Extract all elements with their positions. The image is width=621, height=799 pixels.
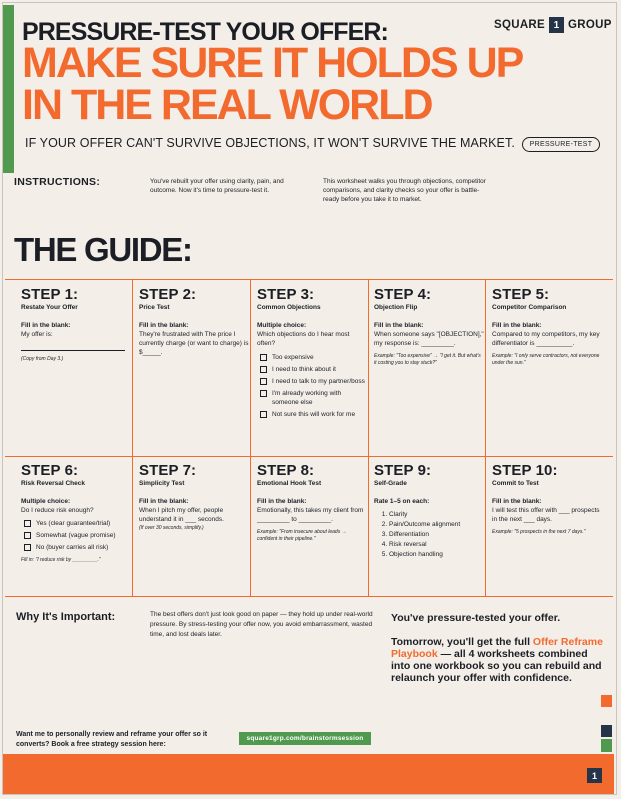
decor-square-orange [601, 695, 612, 707]
option-too-expensive[interactable] [257, 353, 367, 362]
step-title: STEP 2: [139, 286, 197, 303]
grid-line-bottom [5, 596, 613, 597]
footer-bar [3, 754, 614, 794]
option-not-sure[interactable] [257, 410, 367, 419]
step-subtitle: Self-Grade [374, 480, 407, 487]
step-5-card [492, 287, 602, 367]
step-subtitle: Common Objections [257, 304, 321, 311]
footer-logo-icon: 1 [587, 768, 602, 783]
step-title: STEP 7: [139, 462, 197, 479]
step-label: Fill in the blank: [21, 322, 71, 329]
option-label: I need to talk to my partner/boss [272, 378, 365, 385]
finale-post: — all 4 worksheets combined into one workbook so you can rebuild and relaunch your offer with confidence. [391, 648, 602, 684]
option-label: Not sure this will work for me [272, 411, 356, 418]
option-label: No (buyer carries all risk) [36, 544, 109, 551]
checkbox-icon[interactable] [24, 544, 31, 551]
step-label: Multiple choice: [257, 322, 307, 329]
step-subtitle: Risk Reversal Check [21, 480, 85, 487]
step-label: Fill in the blank: [374, 322, 424, 329]
grid-divider-1 [132, 279, 133, 596]
step-title: STEP 4: [374, 286, 432, 303]
logo-word-square: SQUARE [494, 19, 546, 31]
why-title: Why It's Important: [16, 611, 116, 623]
step-body [139, 321, 249, 357]
checkbox-icon[interactable] [260, 378, 267, 385]
step-subtitle: Restate Your Offer [21, 304, 78, 311]
step-prompt: When I pitch my offer, people understand it in ___ seconds. [139, 507, 224, 523]
title-line-3-text: IN THE REAL WORLD [22, 81, 432, 129]
instructions-text-1: You've rebuilt your offer using clarity, pain, and outcome. Now it's time to pressure-test it. [150, 178, 284, 194]
step-subtitle: Simplicity Test [139, 480, 185, 487]
grid-line-top [5, 279, 613, 280]
step-label: Multiple choice: [21, 498, 71, 505]
playbook-link[interactable]: Offer Reframe Playbook [391, 636, 603, 660]
checkbox-icon[interactable] [260, 390, 267, 397]
step-label: Fill in the blank: [492, 498, 542, 505]
decor-square-navy [601, 725, 612, 737]
finale-pre: Tomorrow, you'll get the full [391, 636, 533, 648]
step-body [21, 497, 131, 552]
option-talk-to-partner[interactable] [257, 377, 367, 386]
step-3-card [257, 287, 367, 419]
logo-number-icon: 1 [549, 17, 564, 33]
why-body: The best offers don't just look good on paper — they hold up under real-world pressure. By stress-testing your offer now, you avoid embarrassment, wasted time, and lost deals later. [150, 611, 373, 638]
option-label: I need to think about it [272, 366, 336, 373]
step-body [257, 497, 367, 524]
finale-heading: You've pressure-tested your offer. [391, 612, 561, 624]
step-6-card [21, 463, 131, 564]
decor-square-green [601, 739, 612, 752]
list-item: 5. Objection handling [389, 550, 484, 559]
step-body [257, 321, 367, 419]
list-item: 1. Clarity [389, 510, 484, 519]
option-already-working[interactable] [257, 389, 367, 407]
step-prompt: Emotionally, this takes my client from _________ to _________. [257, 507, 364, 523]
option-think-about-it[interactable] [257, 365, 367, 374]
step-9-card [374, 463, 484, 560]
checkbox-icon[interactable] [260, 354, 267, 361]
step-prompt: Which objections do I hear most often? [257, 331, 350, 347]
checkbox-icon[interactable] [24, 532, 31, 539]
step-prompt: I will test this offer with ___ prospects in the next ___ days. [492, 507, 600, 523]
step-prompt: My offer is: [21, 331, 53, 338]
grid-line-middle [5, 456, 613, 457]
option-label: I'm already working with someone else [272, 390, 342, 406]
step-note: Example: "From insecure about leads → confident in their pipeline." [257, 529, 347, 542]
step-title: STEP 10: [492, 462, 558, 479]
list-item: 4. Risk reversal [389, 540, 484, 549]
step-label: Fill in the blank: [257, 498, 307, 505]
step-note: Example: "Too expensive" → "I get it. But what's it costing you to stay stuck?" [374, 353, 481, 366]
step-note: Example: "5 prospects in the next 7 days." [492, 529, 586, 535]
step-body [374, 497, 484, 559]
step-prompt: When someone says "[OBJECTION]," my response is: _________. [374, 331, 484, 347]
option-no[interactable] [21, 543, 131, 552]
step-title: STEP 8: [257, 462, 315, 479]
option-label: Yes (clear guarantee/trial) [36, 520, 111, 527]
step-body [492, 497, 602, 524]
option-label: Too expensive [272, 354, 314, 361]
list-item: 3. Differentiation [389, 530, 484, 539]
step-body [492, 321, 602, 348]
instructions-text-2: This worksheet walks you through objections, competitor comparisons, and clarity checks so your offer is battle-ready before you take it to market. [323, 178, 486, 203]
step-4-card [374, 287, 484, 367]
answer-line[interactable] [21, 349, 125, 351]
step-note: Fill in: "I reduce risk by _________." [21, 557, 101, 563]
step-label: Fill in the blank: [492, 322, 542, 329]
option-label: Somewhat (vague promise) [36, 532, 116, 539]
step-subtitle: Commit to Test [492, 480, 539, 487]
title-line-1: PRESSURE-TEST YOUR OFFER: [22, 18, 388, 46]
step-prompt: Compared to my competitors, my key differentiator is __________. [492, 331, 600, 347]
step-label: Rate 1–5 on each: [374, 498, 430, 505]
step-note: (If over 30 seconds, simplify.) [139, 525, 204, 531]
step-note: Example: "I only serve contractors, not everyone under the sun." [492, 353, 600, 366]
step-prompt: Do I reduce risk enough? [21, 507, 94, 514]
list-item: 2. Pain/Outcome alignment [389, 520, 484, 529]
step-1-card [21, 287, 131, 363]
step-subtitle: Competitor Comparison [492, 304, 567, 311]
step-subtitle: Emotional Hook Test [257, 480, 322, 487]
step-prompt: They're frustrated with The price I currently charge (or want to charge) is $_____. [139, 331, 249, 356]
step-note: (Copy from Day 3.) [21, 356, 64, 362]
title-line-2-text: MAKE SURE IT HOLDS UP [22, 39, 523, 87]
step-8-card [257, 463, 367, 543]
guide-title: THE GUIDE: [14, 231, 192, 268]
grade-list [374, 510, 484, 559]
brand-logo [494, 17, 612, 33]
checkbox-icon[interactable] [260, 366, 267, 373]
option-somewhat[interactable] [21, 531, 131, 540]
step-title: STEP 5: [492, 286, 550, 303]
cta-text: Want me to personally review and reframe your offer so it converts? Book a free strategy session here: [16, 731, 208, 748]
step-title: STEP 6: [21, 462, 79, 479]
step-label: Fill in the blank: [139, 498, 189, 505]
checkbox-icon[interactable] [24, 520, 31, 527]
step-7-card [139, 463, 249, 532]
accent-bar [3, 5, 14, 173]
booking-link-button[interactable]: square1grp.com/brainstormsession [239, 732, 371, 745]
step-title: STEP 1: [21, 286, 79, 303]
instructions-label: INSTRUCTIONS: [14, 176, 101, 188]
step-body [21, 321, 131, 351]
option-yes[interactable] [21, 519, 131, 528]
tagline: IF YOUR OFFER CAN'T SURVIVE OBJECTIONS, IT WON'T SURVIVE THE MARKET. [25, 136, 515, 150]
step-subtitle: Objection Flip [374, 304, 418, 311]
step-2-card [139, 287, 249, 357]
step-body [374, 321, 484, 348]
grid-divider-2 [250, 279, 251, 596]
step-subtitle: Price Test [139, 304, 170, 311]
grid-divider-4 [485, 279, 486, 596]
step-title: STEP 9: [374, 462, 432, 479]
step-label: Fill in the blank: [139, 322, 189, 329]
step-10-card [492, 463, 602, 536]
finale-body [391, 636, 609, 684]
step-title: STEP 3: [257, 286, 315, 303]
logo-word-group: GROUP [568, 19, 612, 31]
checkbox-icon[interactable] [260, 411, 267, 418]
title-line-2 [22, 39, 523, 129]
grid-divider-3 [368, 279, 369, 596]
step-body [139, 497, 249, 524]
tag-pill: PRESSURE-TEST [522, 137, 600, 152]
